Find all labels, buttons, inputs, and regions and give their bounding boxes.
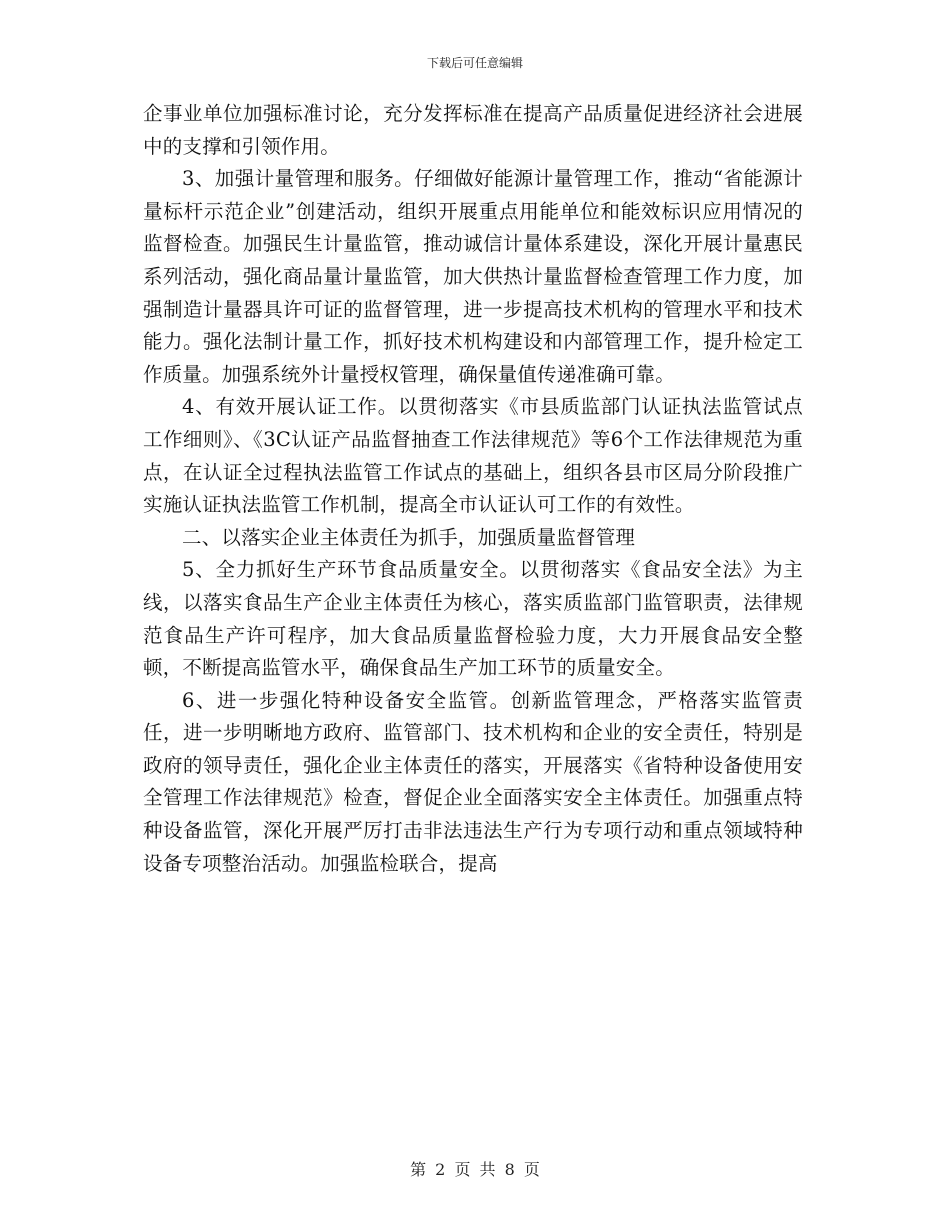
page-footer: 第 2 页 共 8 页 bbox=[410, 1160, 540, 1179]
paragraph-item-5: 5、全力抓好生产环节食品质量安全。以贯彻落实《食品安全法》为主线，以落实食品生产企业主体责任为核心，落实质监部门监管职责，法律规范食品生产许可程序，加大食品质量监督检验力度，大力开展食品安全整顿，不断提高监管水平，确保食品生产加工环节的质量安全。 bbox=[143, 558, 803, 680]
paragraph-item-3: 3、加强计量管理和服务。仔细做好能源计量管理工作，推动“省能源计量标杆示范企业”创建活动，组织开展重点用能单位和能效标识应用情况的监督检查。加强民生计量监管，推动诚信计量体系建设，深化开展计量惠民系列活动，强化商品量计量监管，加大供热计量监督检查管理工作力度，加强制造计量器具许可证的监督管理，进一步提高技术机构的管理水平和技术能力。强化法制计量工作，抓好技术机构建设和内部管理工作，提升检定工作质量。加强系统外计量授权管理，确保量值传递准确可靠。 bbox=[143, 167, 803, 386]
section-heading-2: 二、以落实企业主体责任为抓手，加强质量监督管理 bbox=[182, 525, 636, 549]
page-header: 下载后可任意编辑 bbox=[426, 56, 523, 70]
paragraph-item-6: 6、进一步强化特种设备安全监管。创新监管理念，严格落实监管责任，进一步明晰地方政府、监管部门、技术机构和企业的安全责任，特别是政府的领导责任，强化企业主体责任的落实，开展落实《省特种设备使用安全管理工作法律规范》检查，督促企业全面落实安全主体责任。加强重点特种设备监管，深化开展严厉打击非法违法生产行为专项行动和重点领域特种设备专项整治活动。加强监检联合，提高 bbox=[143, 688, 803, 875]
paragraph-continuation: 企事业单位加强标准讨论，充分发挥标准在提高产品质量促进经济社会进展中的支撑和引领作用。 bbox=[143, 102, 803, 158]
paragraph-item-4: 4、有效开展认证工作。以贯彻落实《市县质监部门认证执法监管试点工作细则》、《3C认证产品监督抽查工作法律规范》等6个工作法律规范为重点，在认证全过程执法监管工作试点的基础上，组织各县市区局分阶段推广实施认证执法监管工作机制，提高全市认证认可工作的有效性。 bbox=[143, 395, 803, 517]
document-body bbox=[143, 98, 803, 880]
